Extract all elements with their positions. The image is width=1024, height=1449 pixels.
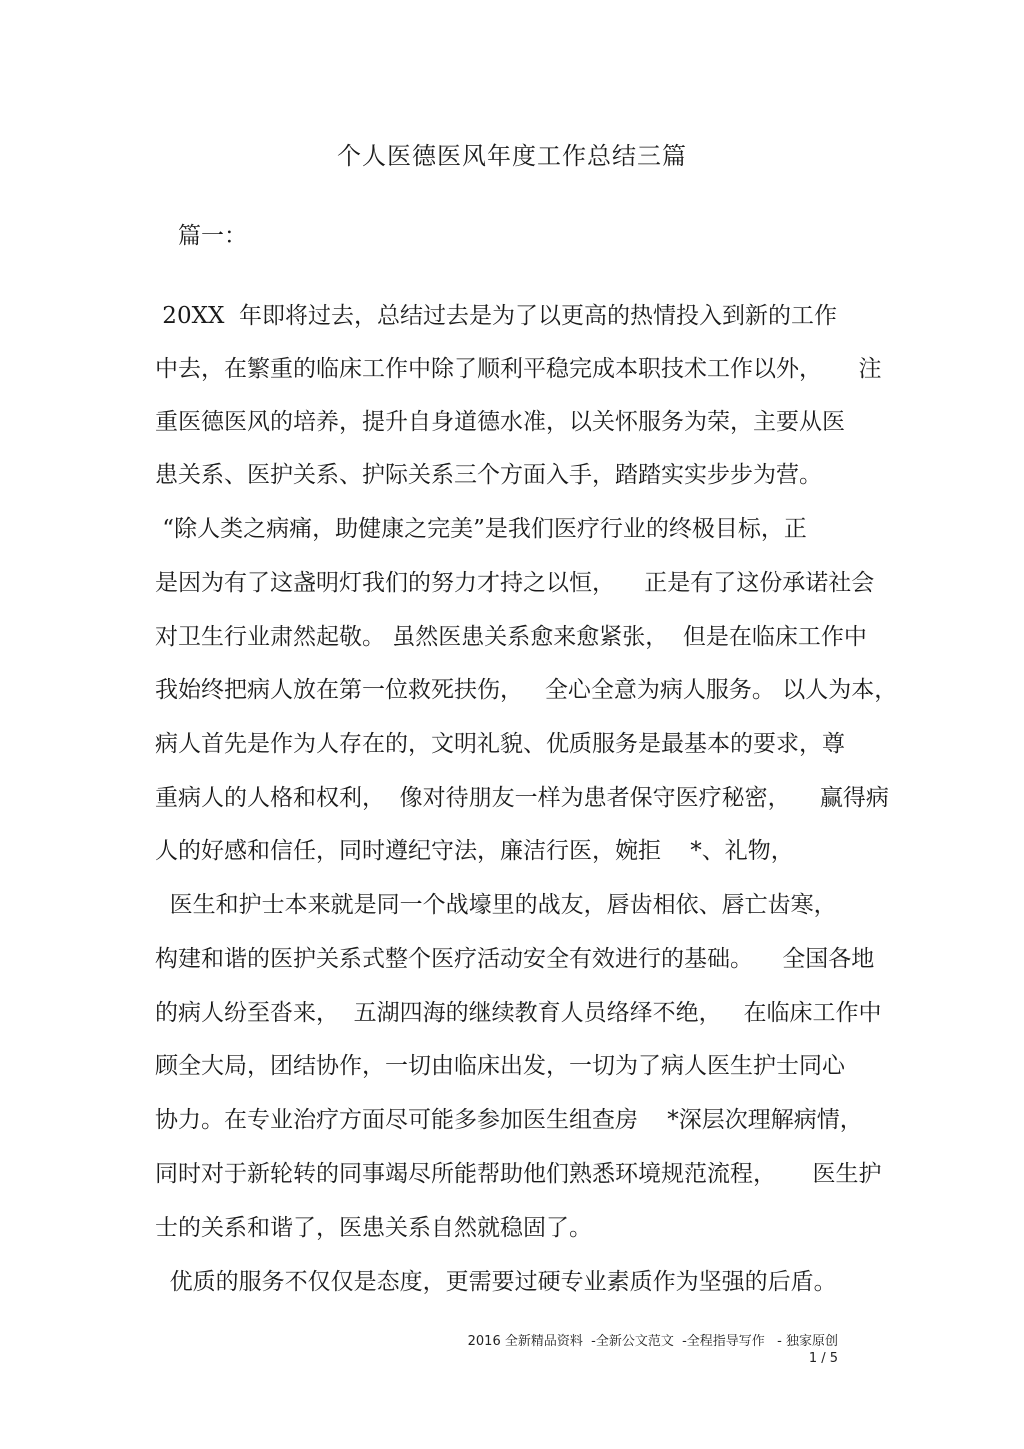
text-line: 优质的服务不仅仅是态度，更需要过硬专业素质作为坚强的后盾。 — [155, 1269, 837, 1295]
text-line: 我始终把病人放在第一位救死扶伤， 全心全意为病人服务。 以人为本， — [155, 677, 898, 703]
text-line: 协力。在专业治疗方面尽可能多参加医生组查房 *深层次理解病情， — [155, 1107, 863, 1133]
text-line: 病人首先是作为人存在的，文明礼貌、优质服务是最基本的要求，尊 — [155, 731, 845, 757]
text-line: 人的好感和信任，同时遵纪守法，廉洁行医，婉拒 *、礼物， — [155, 838, 794, 864]
section-label: 篇一： — [178, 223, 247, 249]
text-line: 患关系、医护关系、护际关系三个方面入手，踏踏实实步步为营。 — [155, 462, 822, 488]
text-line: 重病人的人格和权利， 像对待朋友一样为患者保守医疗秘密， 赢得病 — [155, 785, 889, 811]
text-line: 是因为有了这盏明灯我们的努力才持之以恒， 正是有了这份承诺社会 — [155, 570, 875, 596]
footer-tagline: 2016 全新精品资料 -全新公文范文 -全程指导写作 - 独家原创 — [467, 1334, 838, 1349]
text-line: 医生和护士本来就是同一个战壕里的战友，唇齿相依、唇亡齿寒， — [155, 892, 837, 918]
text-line: 士的关系和谐了，医患关系自然就稳固了。 — [155, 1215, 592, 1241]
text-line: 构建和谐的医护关系式整个医疗活动安全有效进行的基础。 全国各地 — [155, 946, 875, 972]
text-line: 同时对于新轮转的同事竭尽所能帮助他们熟悉环境规范流程， 医生护 — [155, 1161, 882, 1187]
page-number: 1 / 5 — [808, 1351, 838, 1366]
text-line: “除人类之病痛，助健康之完美”是我们医疗行业的终极目标，正 — [155, 516, 807, 542]
text-line: 20XX 年即将过去，总结过去是为了以更高的热情投入到新的工作 — [155, 303, 837, 329]
text-line: 对卫生行业肃然起敬。 虽然医患关系愈来愈紧张， 但是在临床工作中 — [155, 624, 867, 650]
text-line: 重医德医风的培养，提升自身道德水准，以关怀服务为荣，主要从医 — [155, 409, 845, 435]
text-line: 顾全大局，团结协作，一切由临床出发，一切为了病人医生护士同心 — [155, 1053, 845, 1079]
text-line: 中去，在繁重的临床工作中除了顺利平稳完成本职技术工作以外， 注 — [155, 356, 882, 382]
text-line: 的病人纷至沓来， 五湖四海的继续教育人员络绎不绝， 在临床工作中 — [155, 1000, 882, 1026]
document-title: 个人医德医风年度工作总结三篇 — [337, 142, 687, 170]
